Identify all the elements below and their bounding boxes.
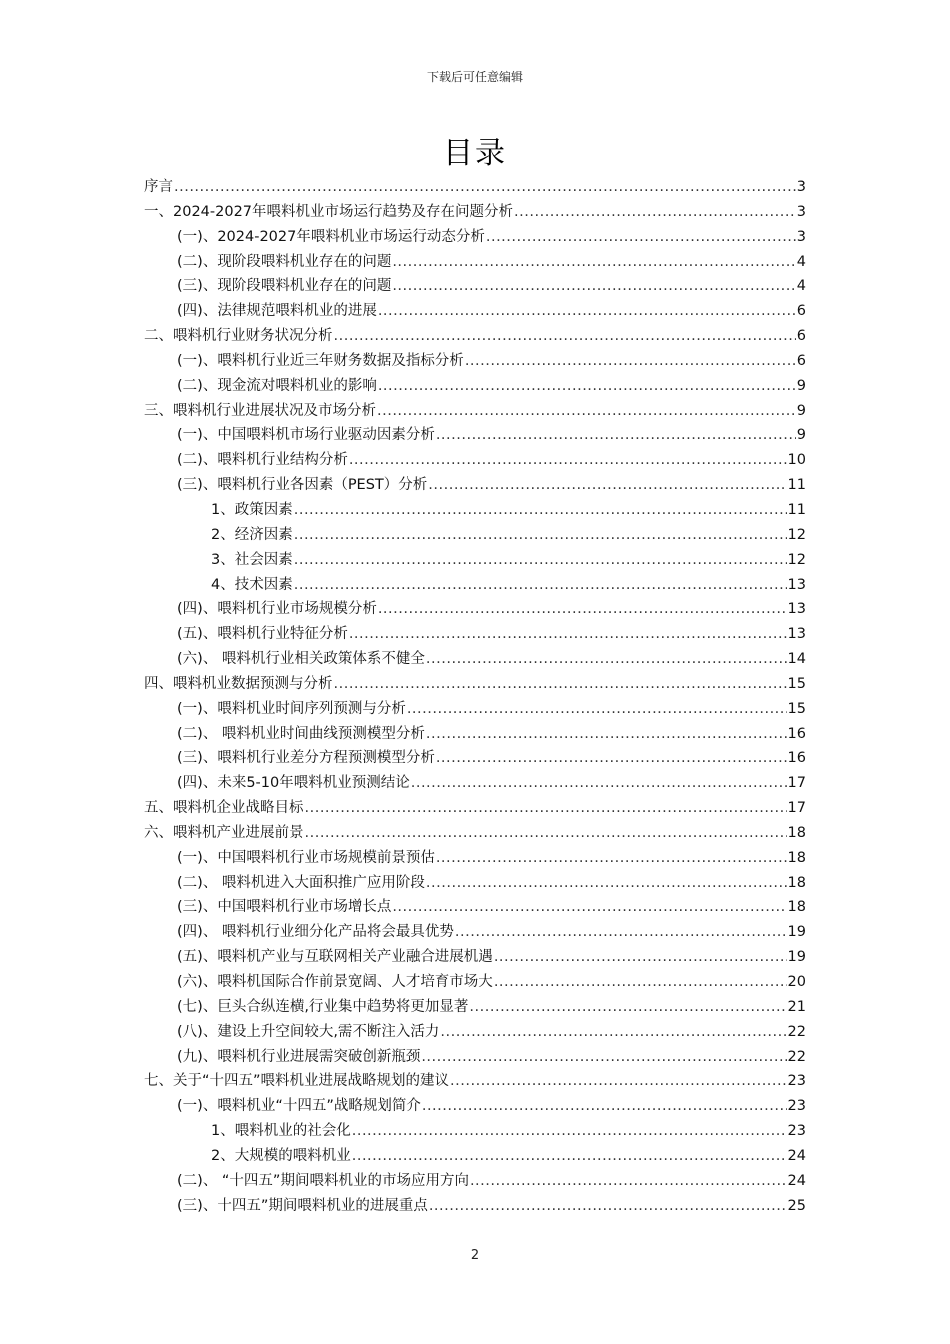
toc-entry-label: (一)、中国喂料机行业市场规模前景预估 [177,849,435,866]
toc-entry-page: 3 [796,179,806,195]
toc-entry[interactable] [144,573,806,598]
toc-entry-label: (一)、喂料机业时间序列预测与分析 [177,700,406,717]
toc-entry[interactable] [144,722,806,747]
toc-entry-label: 1、政策因素 [211,501,293,518]
toc-entry-label: (一)、喂料机行业近三年财务数据及指标分析 [177,352,464,369]
toc-entry[interactable] [144,920,806,945]
toc-dot-leader [407,701,787,717]
toc-entry-label: (七)、巨头合纵连横,行业集中趋势将更加显著 [177,998,469,1015]
toc-entry-page: 22 [787,1023,806,1040]
toc-dot-leader [174,179,796,195]
toc-entry[interactable] [144,523,806,548]
toc-dot-leader [352,1123,787,1139]
table-of-contents [144,175,806,1218]
toc-dot-leader [392,899,786,915]
toc-dot-leader [377,403,796,419]
toc-entry-page: 9 [796,377,806,394]
toc-entry[interactable] [144,1045,806,1070]
toc-dot-leader [411,775,787,791]
toc-entry-label: (三)、现阶段喂料机业存在的问题 [177,278,392,295]
toc-entry-label: (四)、喂料机行业市场规模分析 [177,601,377,618]
toc-entry[interactable] [144,796,806,821]
toc-entry[interactable] [144,746,806,771]
toc-entry[interactable] [144,299,806,324]
toc-entry-page: 12 [787,526,806,543]
toc-entry-label: (二)、 喂料机业时间曲线预测模型分析 [177,725,425,742]
toc-entry[interactable] [144,374,806,399]
toc-entry-label: 4、技术因素 [211,576,293,593]
toc-entry-label: (六)、喂料机国际合作前景宽阔、人才培育市场大 [177,974,493,990]
toc-entry-label: (二)、 “十四五”期间喂料机业的市场应用方向 [177,1172,469,1189]
toc-entry-page: 23 [787,1123,806,1140]
toc-dot-leader [470,1173,787,1189]
toc-entry-page: 6 [796,352,806,369]
toc-dot-leader [455,924,787,940]
toc-entry-label: 序言 [144,179,173,195]
toc-dot-leader [469,999,786,1015]
toc-dot-leader [450,1073,787,1089]
toc-entry[interactable] [144,200,806,225]
toc-entry-page: 11 [787,501,806,518]
toc-entry[interactable] [144,945,806,970]
toc-dot-leader [378,378,796,394]
toc-dot-leader [436,850,787,866]
toc-dot-leader [486,229,796,245]
toc-entry[interactable] [144,672,806,697]
toc-dot-leader [349,626,787,642]
toc-entry-label: (二)、现阶段喂料机业存在的问题 [177,253,392,270]
toc-entry[interactable] [144,1069,806,1094]
toc-entry-label: 六、喂料机产业进展前景 [144,824,304,841]
toc-entry[interactable] [144,597,806,622]
toc-entry-label: 3、社会因素 [211,551,293,568]
toc-entry-label: (二)、现金流对喂料机业的影响 [177,377,377,394]
toc-entry[interactable] [144,647,806,672]
toc-dot-leader [294,502,787,518]
toc-entry-page: 14 [787,651,806,668]
toc-entry[interactable] [144,448,806,473]
toc-entry-label: (六)、 喂料机行业相关政策体系不健全 [177,651,425,668]
toc-entry-label: 1、喂料机业的社会化 [211,1123,351,1140]
toc-entry-page: 13 [787,576,806,593]
toc-entry-label: 三、喂料机行业进展状况及市场分析 [144,402,376,419]
toc-entry-label: 2、经济因素 [211,526,293,543]
toc-entry-label: 一、2024-2027年喂料机业市场运行趋势及存在问题分析 [144,203,514,220]
toc-entry-page: 9 [796,427,806,444]
toc-dot-leader [426,651,787,667]
toc-entry-page: 13 [787,626,806,643]
toc-entry-label: 2、大规模的喂料机业 [211,1147,351,1164]
toc-entry[interactable] [144,821,806,846]
toc-dot-leader [440,1024,786,1040]
toc-dot-leader [422,1098,787,1114]
header-note: 下载后可任意编辑 [426,70,523,84]
toc-dot-leader [436,427,796,443]
toc-entry[interactable] [144,1020,806,1045]
toc-entry-page: 11 [787,477,806,494]
toc-dot-leader [426,726,787,742]
toc-entry-page: 15 [787,675,806,692]
toc-dot-leader [294,527,787,543]
toc-entry-page: 6 [796,303,806,320]
toc-entry-label: (八)、建设上升空间较大,需不断注入活力 [177,1023,440,1040]
toc-entry[interactable] [144,399,806,424]
toc-entry-page: 23 [787,1073,806,1090]
toc-entry-page: 4 [796,278,806,295]
toc-entry[interactable] [144,622,806,647]
toc-dot-leader [426,875,787,891]
toc-entry-page: 15 [787,700,806,717]
toc-entry[interactable] [144,225,806,250]
toc-entry-page: 23 [787,1098,806,1115]
toc-entry[interactable] [144,423,806,448]
toc-entry-label: (四)、法律规范喂料机业的进展 [177,303,377,320]
toc-entry-page: 18 [787,849,806,866]
toc-dot-leader [436,750,787,766]
toc-entry-label: (二)、 喂料机进入大面积推广应用阶段 [177,874,425,891]
toc-entry-page: 22 [787,1048,806,1065]
toc-entry-page: 19 [787,949,806,966]
toc-entry-page: 4 [796,253,806,270]
toc-entry[interactable] [144,895,806,920]
toc-dot-leader [294,552,787,568]
toc-entry-page: 3 [796,228,806,245]
toc-entry-label: (一)、中国喂料机市场行业驱动因素分析 [177,427,435,444]
toc-dot-leader [429,1198,787,1214]
toc-entry-label: (三)、中国喂料机行业市场增长点 [177,899,392,916]
toc-entry[interactable] [144,846,806,871]
toc-entry-page: 17 [787,800,806,817]
toc-dot-leader [305,825,787,841]
toc-entry-page: 18 [787,899,806,916]
toc-entry-page: 24 [787,1147,806,1164]
toc-entry-label: (三)、喂料机行业差分方程预测模型分析 [177,750,435,767]
toc-entry[interactable] [144,1144,806,1169]
toc-entry[interactable] [144,1119,806,1144]
toc-entry-label: 七、关于“十四五”喂料机业进展战略规划的建议 [144,1073,450,1090]
toc-entry[interactable] [144,970,806,995]
toc-entry-label: 四、喂料机业数据预测与分析 [144,675,333,692]
toc-entry-page: 13 [787,601,806,618]
toc-entry[interactable] [144,871,806,896]
toc-entry-page: 16 [787,750,806,767]
toc-entry[interactable] [144,548,806,573]
toc-entry-page: 21 [787,998,806,1015]
toc-entry-label: 五、喂料机企业战略目标 [144,800,304,817]
toc-entry[interactable] [144,473,806,498]
toc-dot-leader [349,452,787,468]
toc-entry[interactable] [144,771,806,796]
toc-dot-leader [378,601,787,617]
toc-entry[interactable] [144,1169,806,1194]
toc-entry[interactable] [144,349,806,374]
toc-entry-label: (三)、十四五”期间喂料机业的进展重点 [177,1197,428,1214]
toc-dot-leader [334,328,796,344]
toc-dot-leader [392,278,795,294]
toc-dot-leader [294,577,787,593]
toc-entry-page: 16 [787,725,806,742]
toc-entry-label: (四)、未来5-10年喂料机业预测结论 [177,775,410,792]
toc-entry-page: 10 [787,452,806,469]
toc-entry-label: (五)、喂料机产业与互联网相关产业融合进展机遇 [177,949,493,966]
toc-entry-page: 24 [787,1172,806,1189]
toc-entry-label: (一)、2024-2027年喂料机业市场运行动态分析 [177,228,485,245]
toc-entry-page: 18 [787,824,806,841]
toc-entry[interactable] [144,324,806,349]
toc-dot-leader [352,1148,787,1164]
toc-entry[interactable] [144,175,806,200]
toc-entry[interactable] [144,995,806,1020]
toc-entry-label: (五)、喂料机行业特征分析 [177,626,348,643]
toc-entry-page: 3 [796,203,806,220]
toc-entry-page: 20 [787,974,806,990]
toc-entry[interactable] [144,1194,806,1219]
toc-entry-page: 17 [787,775,806,792]
toc-entry[interactable] [144,250,806,275]
toc-entry-label: (一)、喂料机业“十四五”战略规划简介 [177,1098,421,1115]
toc-dot-leader [421,1049,786,1065]
page-number: 2 [470,1248,480,1263]
toc-dot-leader [494,974,787,990]
toc-entry-label: (三)、喂料机行业各因素（PEST）分析 [177,477,428,494]
toc-entry-label: (二)、喂料机行业结构分析 [177,452,348,469]
toc-dot-leader [392,254,795,270]
toc-entry[interactable] [144,274,806,299]
toc-entry-label: 二、喂料机行业财务状况分析 [144,328,333,345]
toc-entry-page: 12 [787,551,806,568]
toc-entry-page: 25 [787,1197,806,1214]
toc-entry-page: 18 [787,874,806,891]
toc-title: 目录 [443,136,507,171]
toc-dot-leader [334,676,787,692]
toc-entry[interactable] [144,697,806,722]
toc-entry-page: 9 [796,402,806,419]
toc-dot-leader [494,949,787,965]
toc-entry-page: 6 [796,328,806,345]
toc-entry[interactable] [144,498,806,523]
toc-entry-label: (四)、 喂料机行业细分化产品将会最具优势 [177,924,454,941]
toc-dot-leader [514,204,796,220]
toc-dot-leader [428,477,786,493]
toc-dot-leader [465,353,796,369]
toc-dot-leader [305,800,787,816]
toc-entry-page: 19 [787,924,806,941]
toc-entry-label: (九)、喂料机行业进展需突破创新瓶颈 [177,1048,421,1065]
toc-dot-leader [378,303,796,319]
toc-entry[interactable] [144,1094,806,1119]
